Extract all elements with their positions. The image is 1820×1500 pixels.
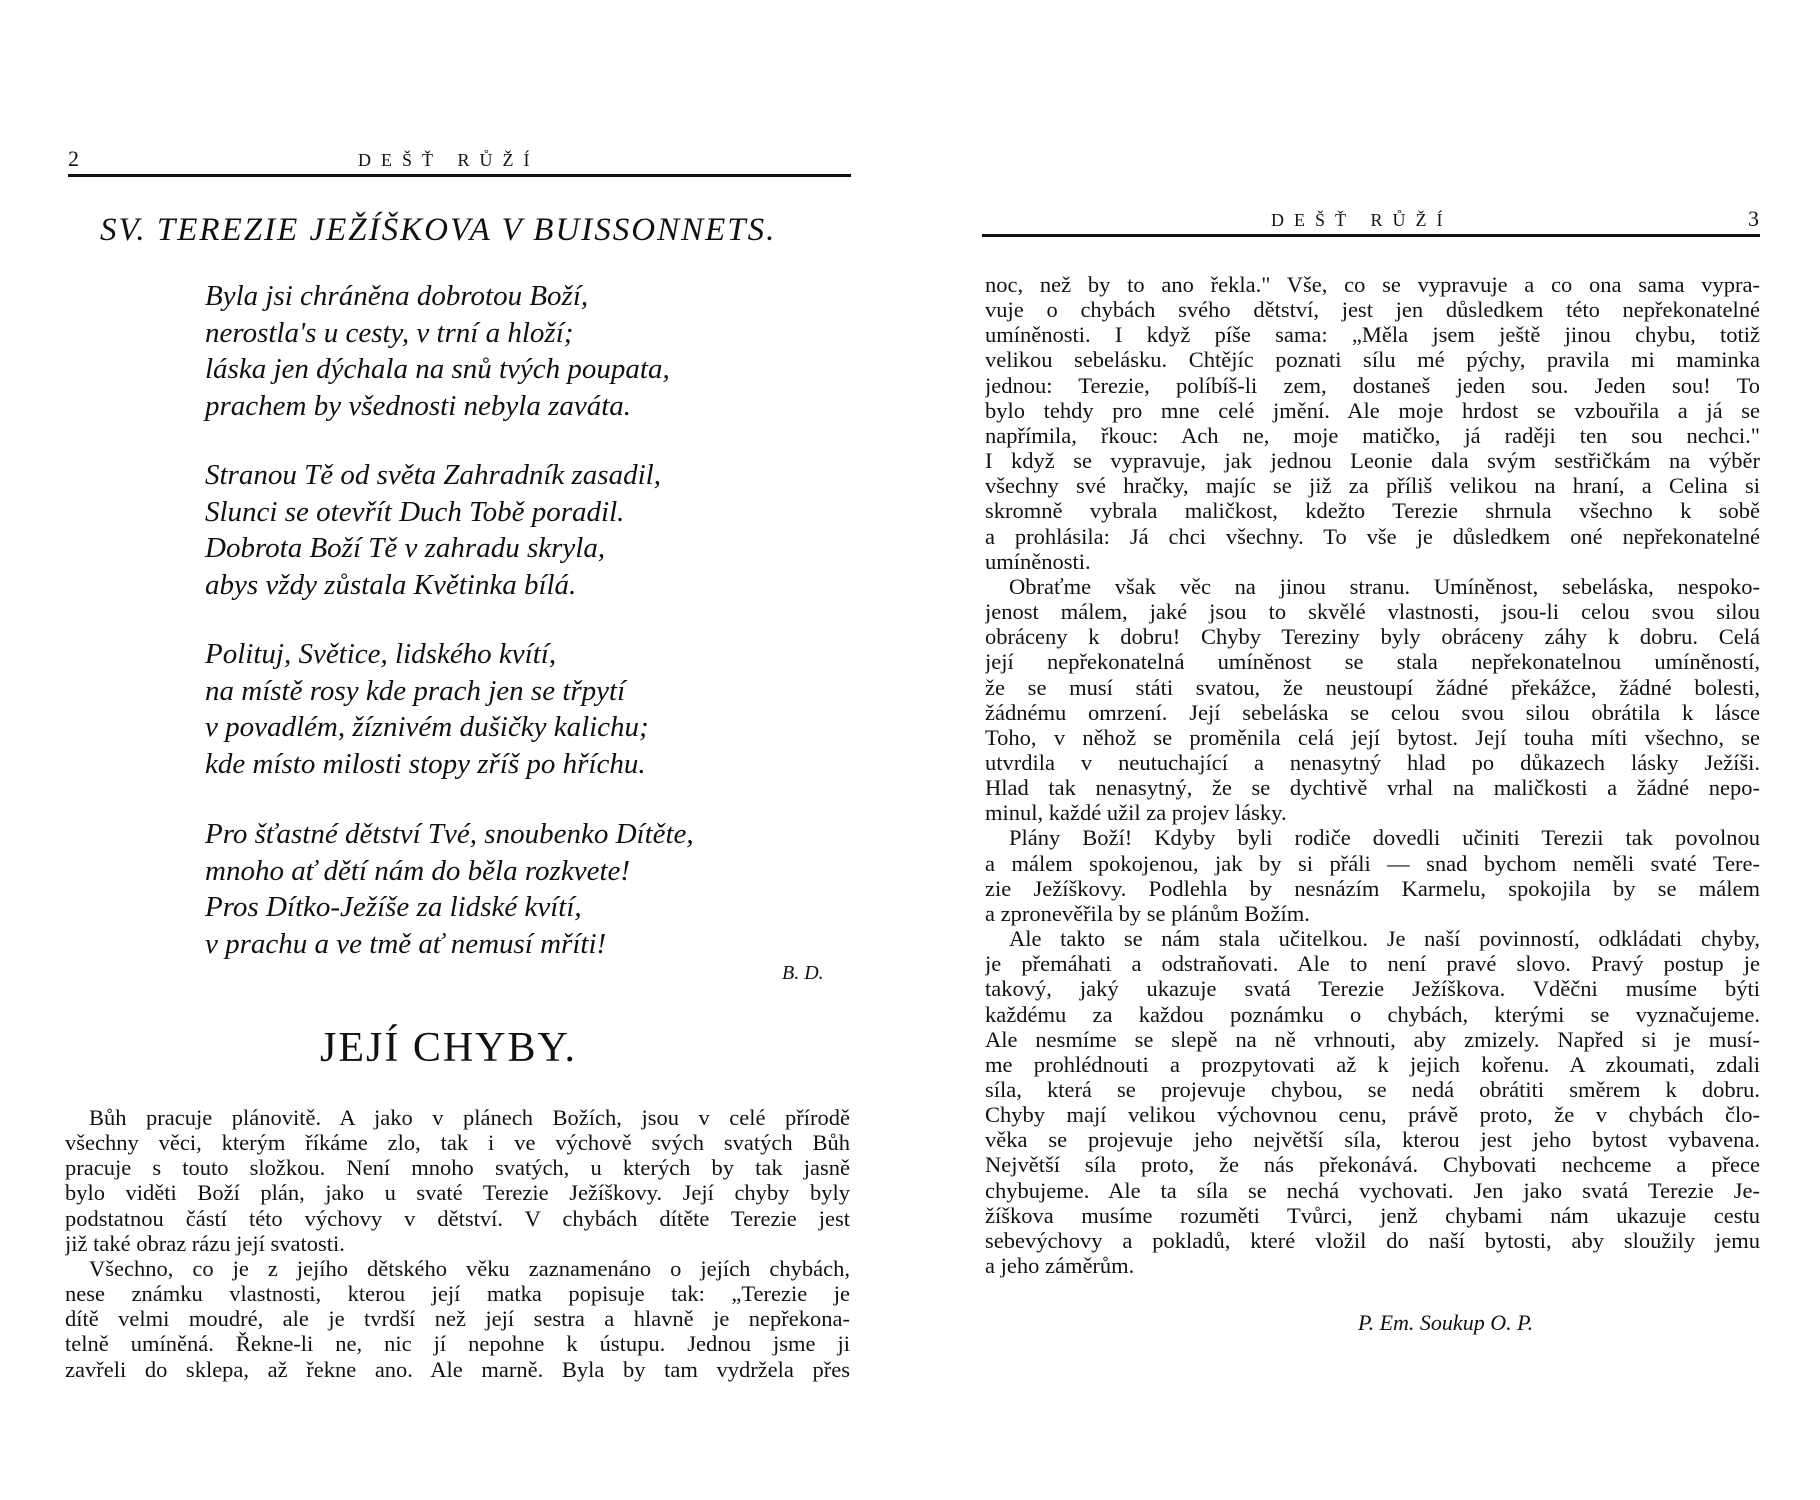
poem-line: Polituj, Světice, lidského kvítí, (205, 638, 557, 670)
text-line: nese známku vlastnosti, kterou její matka popisuje tak: „Terezie je (65, 1281, 850, 1307)
text-line: bylo viděti Boží plán, jako u svaté Terezie Ježíškovy. Její chyby byly (65, 1180, 850, 1206)
text-line: Ale takto se nám stala učitelkou. Je naší povinností, odkládati chyby, (1009, 926, 1760, 952)
poem-stanza (205, 816, 805, 962)
text-line: zavřeli do sklepa, až řekne ano. Ale marně. Byla by tam vydržela přes (65, 1356, 850, 1382)
text-line: Plány Boží! Kdyby byli rodiče dovedli učiniti Terezii tak povolnou (1009, 825, 1760, 851)
running-head: DEŠŤ RŮŽÍ (358, 150, 540, 170)
text-line: a zpronevěřila by se plánům Božím. (985, 900, 1310, 926)
text-line: zie Ježíškovy. Podlehla by nesnázím Karmelu, spokojila by se málem (985, 875, 1760, 901)
text-line: Bůh pracuje plánovitě. A jako v plánech Božích, jsou v celé přírodě (89, 1105, 850, 1130)
poem-line: kde místo milosti stopy zříš po hříchu. (205, 747, 646, 780)
text-line: bylo tehdy pro mne celé jmění. Ale moje hrdost se vzbouřila a já se (985, 397, 1760, 423)
poem-line: Pros Dítko-Ježíše za lidské kvítí, (205, 891, 582, 924)
body-text (985, 272, 1760, 1278)
text-line: a málem spokojenou, jak by si přáli — snad bychom neměli svaté Tere- (985, 850, 1760, 876)
text-line: I když se vypravuje, jak jednou Leonie dala svým sestřičkám na výběr (985, 448, 1760, 474)
header-rule (982, 234, 1760, 237)
text-line: síla, která se projevuje chybou, se nedá obrátiti směrem k dobru. (985, 1077, 1760, 1102)
text-line: vuje o chybách svého dětství, jest jen důsledkem této nepřekonatelné (985, 297, 1760, 323)
page-number: 2 (68, 146, 79, 171)
text-line: takový, jaký ukazuje svatá Terezie Ježíškova. Vděčni musíme býti (985, 976, 1760, 1002)
text-line: minul, každé užil za projev lásky. (985, 800, 1287, 826)
text-line: žíškova musíme rozuměti Tvůrci, jenž chybami nám ukazuje cestu (985, 1202, 1760, 1228)
text-line: každému za každou poznámku o chybách, kterými se vyznačujeme. (985, 1001, 1760, 1027)
text-line: a jeho záměrům. (985, 1253, 1135, 1279)
text-line: dítě velmi moudré, ale je tvrdší než její sestra a hlavně je nepřekona- (65, 1306, 850, 1332)
header-rule (68, 174, 851, 177)
poem-stanza (205, 278, 805, 424)
text-line: již také obraz rázu její svatosti. (65, 1230, 345, 1256)
text-line: Největší síla proto, že nás překonává. Chybovati nechceme a přece (985, 1152, 1760, 1178)
text-line: jenost málem, jaké jsou to skvělé vlastnosti, jsou-li celou svou silou (985, 599, 1760, 625)
poem-line: prachem by všednosti nebyla zaváta. (205, 389, 632, 422)
text-line: věka se projevuje jeho největší síla, kterou jest jeho bytost vybavena. (985, 1127, 1760, 1153)
text-line: všechny věci, kterým říkáme zlo, tak i ve výchově svých svatých Bůh (65, 1130, 850, 1156)
text-line: Hlad tak nenasytný, že se dychtivě vrhal na maličkosti a žádné nepo- (985, 775, 1760, 801)
poem-signature: B. D. (782, 962, 824, 984)
poem-line: na místě rosy kde prach jen se třpytí (205, 674, 626, 707)
poem-line: láska jen dýchala na snů tvých poupata, (205, 353, 670, 386)
poem-line: Byla jsi chráněna dobrotou Boží, (205, 280, 589, 312)
running-head: DEŠŤ RŮŽÍ (1271, 210, 1453, 230)
page-number: 3 (1748, 206, 1759, 231)
text-line: je přemáhati a odstraňovati. Ale to není pravé slovo. Pravý postup je (985, 951, 1760, 977)
text-line: žádnému omrzení. Její sebeláska se celou svou silou obrátila k lásce (985, 699, 1760, 725)
text-line: všechny své hračky, majíc se již za příliš velikou na hraní, a Celina si (985, 473, 1760, 499)
poem-line: Pro šťastné dětství Tvé, snoubenko Dítěte, (205, 818, 694, 850)
text-line: Všechno, co je z jejího dětského věku zaznamenáno o jejích chybách, (89, 1255, 850, 1281)
text-line: pracuje s touto složkou. Není mnoho svatých, u kterých by tak jasně (65, 1155, 850, 1181)
text-line: umíněnosti. (985, 548, 1091, 574)
poem-title: SV. TEREZIE JEŽÍŠKOVA V BUISSONNETS. (100, 212, 777, 248)
poem-stanza (205, 636, 805, 782)
text-line: skromně vybrala maličkost, kdežto Terezie shrnula všechno k sobě (985, 498, 1760, 524)
text-line: Obraťme však věc na jinou stranu. Umíněnost, sebeláska, nespoko- (1009, 573, 1760, 599)
poem-line: Dobrota Boží Tě v zahradu skryla, (205, 532, 606, 565)
poem-line: v povadlém, žíznivém dušičky kalichu; (205, 711, 649, 744)
poem-line: Stranou Tě od světa Zahradník zasadil, (205, 459, 661, 491)
poem-line: v prachu a ve tmě ať nemusí mříti! (205, 927, 607, 960)
section-title: JEJÍ CHYBY. (320, 1025, 577, 1071)
text-line: utvrdila v neutuchající a nenasytný hlad po důkazech lásky Ježíši. (985, 749, 1760, 775)
text-line: podstatnou částí této výchovy v dětství. V chybách dítěte Terezie jest (65, 1205, 850, 1231)
text-line: velikou sebelásku. Chtějíc poznati sílu mé pýchy, pravila mi maminka (985, 347, 1760, 373)
body-text (65, 1105, 850, 1382)
text-line: její nepřekonatelná umíněnost se stala nepřekonatelnou umíněností, (985, 649, 1760, 675)
poem-line: mnoho ať dětí nám do běla rozkvete! (205, 854, 631, 887)
text-line: Ale nesmíme se slepě na ně vrhnouti, aby zmizely. Napřed si je musí- (985, 1026, 1760, 1052)
poem-stanza (205, 457, 805, 603)
text-line: napřímila, řkouc: Ach ne, moje matičko, já raději ten sou nechci." (985, 422, 1760, 448)
poem-line: Slunci se otevřít Duch Tobě poradil. (205, 495, 625, 528)
text-line: obráceny k dobru! Chyby Tereziny byly obráceny záhy k dobru. Celá (985, 624, 1760, 650)
author-signature: P. Em. Soukup O. P. (1358, 1310, 1534, 1335)
text-line: jednou: Terezie, políbíš-li zem, dostaneš jeden sou. Jeden sou! To (985, 372, 1760, 398)
text-line: a prohlásila: Já chci všechny. To vše je důsledkem oné nepřekonatelné (985, 523, 1760, 549)
text-line: telně umíněná. Řekne-li ne, nic jí nepohne k ústupu. Jednou jsme ji (65, 1331, 850, 1357)
right-page (910, 0, 1820, 1500)
text-line: me prohlédnouti a prozpytovati až k jejich kořenu. A zkoumati, zdali (985, 1051, 1760, 1077)
text-line: noc, než by to ano řekla." Vše, co se vypravuje a co ona sama vypra- (985, 272, 1760, 297)
text-line: chybujeme. Ale ta síla se nechá vychovati. Jen jako svatá Terezie Je- (985, 1177, 1760, 1203)
text-line: sebevýchovy a pokladů, které vložil do naší bytosti, aby sloužily jemu (985, 1227, 1760, 1253)
text-line: umíněnosti. I když píše sama: „Měla jsem ještě jinou chybu, totiž (985, 322, 1760, 348)
poem-line: nerostla's u cesty, v trní a hloží; (205, 316, 574, 349)
poem-line: abys vždy zůstala Květinka bílá. (205, 568, 577, 601)
text-line: Toho, v něhož se proměnila celá její bytost. Její touha míti všechno, se (985, 724, 1760, 750)
text-line: Chyby mají velikou výchovnou cenu, právě proto, že v chybách člo- (985, 1102, 1760, 1128)
text-line: že se musí státi svatou, že neustoupí žádné překážce, žádné bolesti, (985, 674, 1760, 700)
